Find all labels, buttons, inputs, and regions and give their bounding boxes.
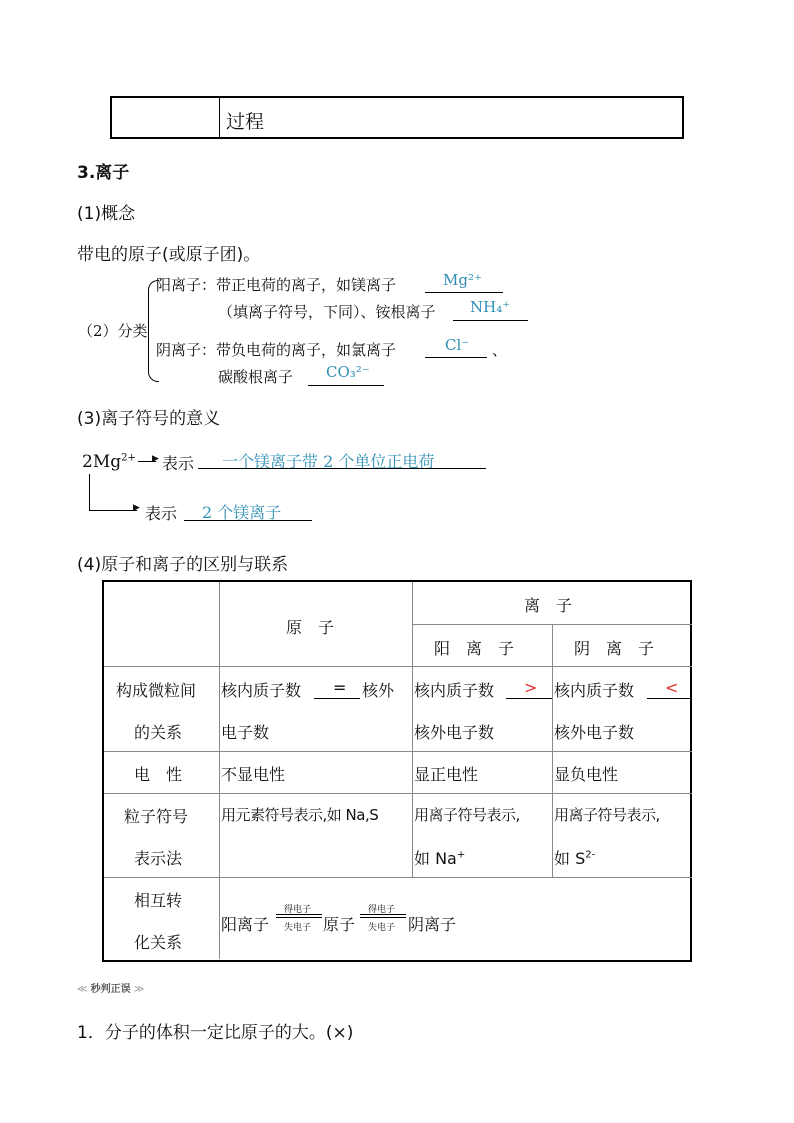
row-line [104,877,692,878]
meaning-answer-2: 2 个镁离子 [202,503,282,522]
anion-symbol-example: 如 $S^{2-}$ [554,849,596,868]
header-ion: 离 子 [524,596,573,615]
gain-electron-label: 得电子 [368,905,396,915]
row-line [412,624,692,625]
concept-text: 带电的原子(或原子团)。 [77,245,261,265]
answer-underline [314,698,360,699]
anion-answer-co3: CO₃²⁻ [326,363,370,381]
row3-label-1: 粒子符号 [124,807,189,826]
anion-relation-answer: < [665,678,679,697]
double-arrow-icon [276,917,322,918]
arrow-head-icon: ▶ [152,454,159,464]
row4-label-1: 相互转 [134,891,183,910]
cation-relation-answer: > [524,678,538,697]
gain-electron-label: 得电子 [284,905,312,915]
answer-underline [425,292,503,293]
conversion-atom: 原子 [323,915,356,934]
anion-symbol-method: 用离子符号表示, [554,806,660,824]
answer-underline [425,357,487,358]
row1-label-1: 构成微粒间 [116,681,197,700]
conversion-anion: 阴离子 [408,915,457,934]
quick-judge-item-1: 1．分子的体积一定比原子的大。(×) [77,1023,354,1043]
answer-underline [506,698,552,699]
answer-underline [308,385,384,386]
double-arrow-icon [276,914,322,915]
top-table [110,96,684,139]
row2-label: 电 性 [134,765,183,784]
atom-relation-c: 电子数 [221,723,270,742]
atom-symbol-method: 用元素符号表示,如 Na,S [221,806,379,824]
cation-symbol-example: 如 Na+ [414,849,466,868]
compare-title: (4)原子和离子的区别与联系 [77,555,289,575]
anion-answer-cl: Cl⁻ [445,336,470,354]
cation-charge: 显正电性 [414,765,479,784]
cation-answer-mg: Mg²⁺ [443,271,482,289]
atom-relation-a: 核内质子数 [221,681,302,700]
anion-line2: 碳酸根离子 [218,368,294,386]
cation-line2: （填离子符号，下同）、铵根离子 [218,303,436,321]
classify-label: （2）分类 [78,322,148,340]
col-line [412,582,413,877]
row-line [104,793,692,794]
cation-relation-c: 核外电子数 [414,723,495,742]
table-divider [219,98,220,137]
meaning-label-1: 表示 [162,454,195,473]
quick-judge-tag: ≪ 秒判正误 ≫ [77,984,145,995]
table-cell: 过程 [226,111,265,133]
anion-line1: 阴离子：带负电荷的离子，如氯离子 [156,341,397,359]
cation-line1: 阳离子：带正电荷的离子，如镁离子 [156,276,397,294]
answer-underline [184,520,312,521]
answer-underline [453,320,528,321]
row4-label-2: 化关系 [134,933,183,952]
concept-title: (1)概念 [77,204,136,224]
atom-relation-b: 核外 [362,681,395,700]
row-line [104,666,692,667]
classify-brace [148,280,159,382]
cation-answer-nh4: NH₄⁺ [470,298,511,316]
conversion-cation: 阳离子 [221,915,270,934]
lose-electron-label: 失电子 [284,923,312,933]
double-arrow-icon [360,917,406,918]
row3-label-2: 表示法 [134,849,183,868]
answer-underline [647,698,692,699]
cation-relation-a: 核内质子数 [414,681,495,700]
anion-separator: 、 [492,341,508,359]
answer-underline [198,468,486,469]
header-cation: 阳 离 子 [434,639,515,658]
header-atom: 原 子 [286,618,335,637]
col-line [219,582,220,959]
anion-relation-a: 核内质子数 [554,681,635,700]
arrow-line [89,510,137,511]
meaning-title: (3)离子符号的意义 [77,409,221,429]
section-heading: 3.离子 [77,163,130,183]
row-line [104,751,692,752]
meaning-label-2: 表示 [145,504,178,523]
meaning-answer-1: 一个镁离子带 2 个单位正电荷 [222,452,435,471]
anion-relation-c: 核外电子数 [554,723,635,742]
atom-relation-answer: = [333,678,347,697]
anion-charge: 显负电性 [554,765,619,784]
compare-table [102,580,692,962]
atom-charge: 不显电性 [221,765,286,784]
arrow-head-icon: ▶ [133,503,140,513]
double-arrow-icon [360,914,406,915]
ion-symbol: $2Mg^{2+}$ [82,452,136,472]
cation-symbol-method: 用离子符号表示, [414,806,520,824]
row1-label-2: 的关系 [134,723,183,742]
header-anion: 阴 离 子 [574,639,655,658]
lose-electron-label: 失电子 [368,923,396,933]
bracket-line [89,474,90,510]
